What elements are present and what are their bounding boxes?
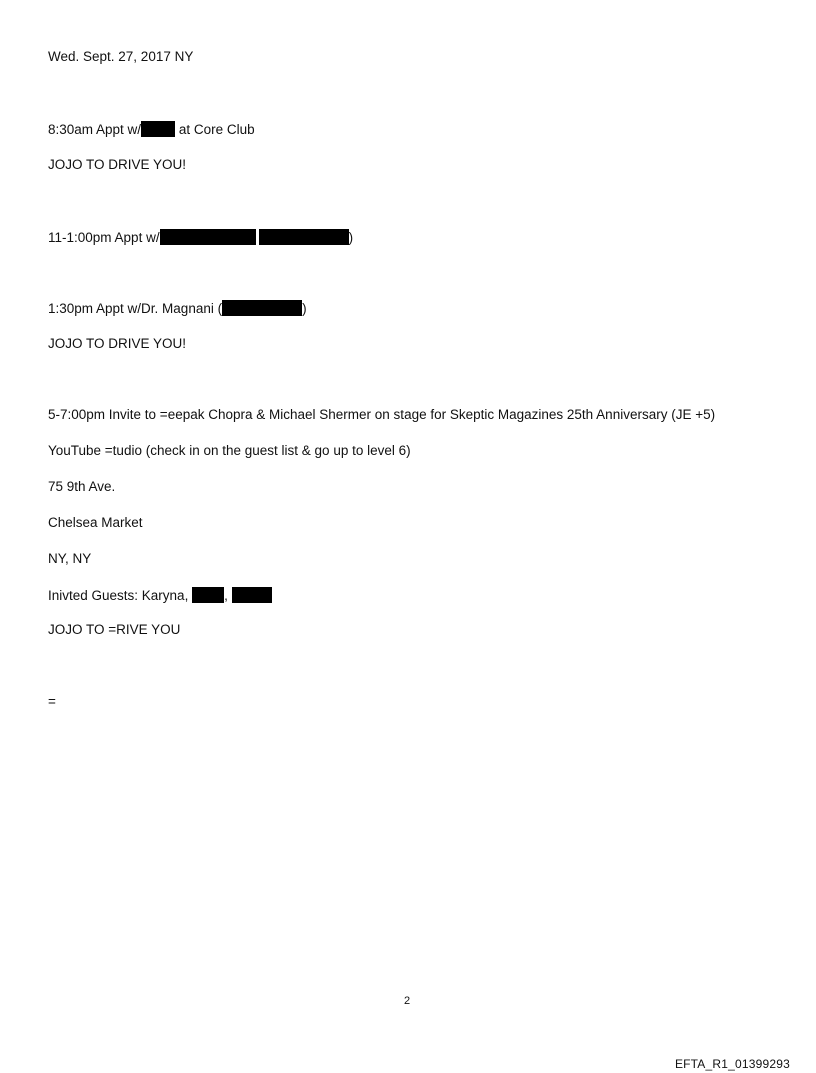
- trailing-mark: =: [48, 694, 56, 709]
- invited-guests-separator: ,: [224, 588, 232, 603]
- redaction-block: [141, 121, 175, 137]
- address-city: NY, NY: [48, 551, 92, 566]
- document-id: EFTA_R1_01399293: [674, 1057, 790, 1071]
- appointment-2-suffix: ): [348, 230, 354, 245]
- redaction-block: [259, 229, 349, 245]
- redaction-block: [232, 587, 272, 603]
- page-number: 2: [404, 995, 411, 1007]
- redaction-block: [160, 229, 256, 245]
- redaction-block: [192, 587, 224, 603]
- appointment-1: [48, 121, 255, 138]
- appointment-1-suffix: at Core Club: [175, 122, 255, 137]
- redaction-block: [222, 300, 302, 316]
- event-line-1: 5-7:00pm Invite to =eepak Chopra & Michael Shermer on stage for Skeptic Magazines 25th Anniversary (JE +5): [48, 407, 716, 422]
- drive-note-1: JOJO TO DRIVE YOU!: [48, 157, 187, 172]
- drive-note-2: JOJO TO DRIVE YOU!: [48, 336, 187, 351]
- invited-guests: [48, 587, 272, 604]
- address-venue: Chelsea Market: [48, 515, 143, 530]
- appointment-2-prefix: 11-1:00pm Appt w/: [48, 230, 160, 245]
- appointment-3: [48, 300, 307, 317]
- date-line: Wed. Sept. 27, 2017 NY: [48, 49, 194, 64]
- invited-guests-prefix: Inivted Guests: Karyna,: [48, 588, 193, 603]
- event-line-2: YouTube =tudio (check in on the guest list & go up to level 6): [48, 443, 411, 458]
- appointment-1-prefix: 8:30am Appt w/: [48, 122, 142, 137]
- address-street: 75 9th Ave.: [48, 479, 116, 494]
- appointment-3-prefix: 1:30pm Appt w/Dr. Magnani (: [48, 301, 223, 316]
- drive-note-3: JOJO TO =RIVE YOU: [48, 622, 181, 637]
- appointment-2: [48, 229, 353, 246]
- appointment-3-suffix: ): [302, 301, 307, 316]
